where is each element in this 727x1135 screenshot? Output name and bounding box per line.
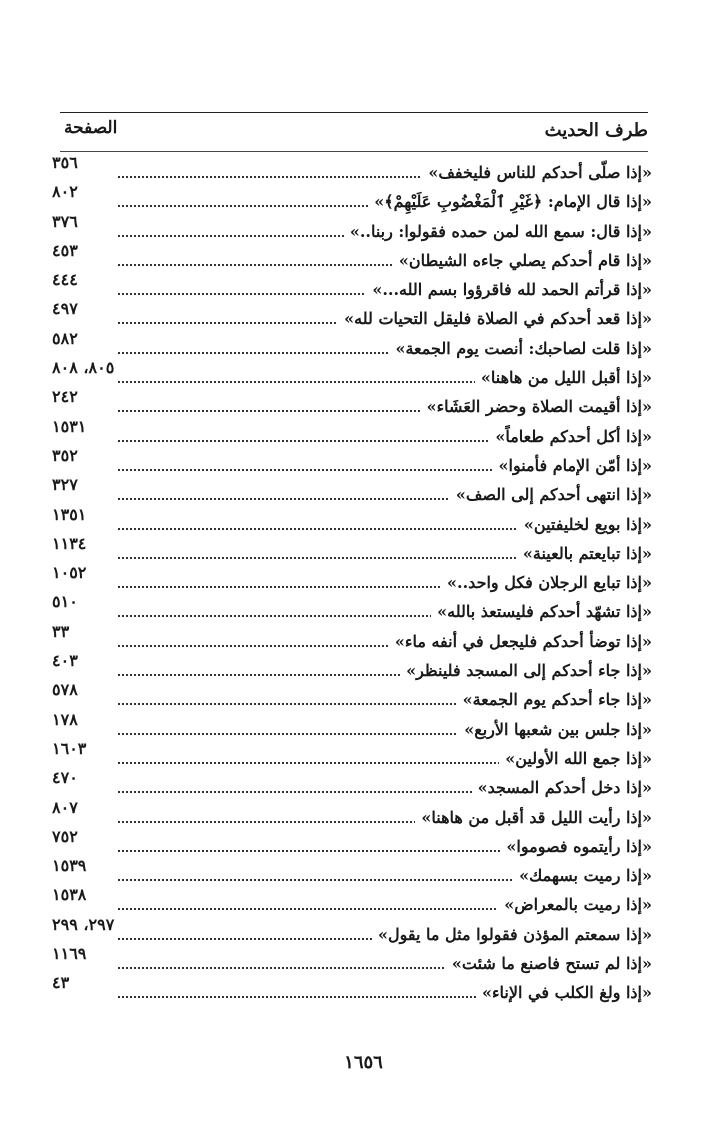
table-row bbox=[52, 563, 652, 599]
header-divider bbox=[60, 151, 648, 152]
page-number: ١٦٥٦ bbox=[344, 1052, 383, 1073]
hadith-index-list bbox=[52, 153, 652, 1010]
page-reference: ٤٧٠ bbox=[52, 768, 78, 788]
table-row bbox=[52, 797, 652, 834]
page-reference: ٥١٠ bbox=[52, 592, 78, 612]
hadith-text: «إذا ولغ الكلب في الإناء» bbox=[476, 982, 652, 1004]
page-reference: ٨٠٢ bbox=[52, 182, 78, 202]
page-reference: ٤٤٤ bbox=[52, 270, 78, 290]
hadith-text: «إذا جاء أحدكم يوم الجمعة» bbox=[457, 689, 652, 711]
table-row bbox=[52, 885, 652, 921]
table-row bbox=[52, 270, 652, 306]
page-reference: ١٠٥٢ bbox=[52, 563, 87, 583]
page-reference: ٢٩٧، ٢٩٩ bbox=[52, 914, 115, 934]
table-row bbox=[52, 914, 652, 951]
hadith-text: «إذا صلّى أحدكم للناس فليخفف» bbox=[422, 162, 652, 184]
page-reference: ٣٥٢ bbox=[52, 445, 78, 465]
table-row bbox=[52, 944, 652, 980]
hadith-text: «إذا لم تستح فاصنع ما شئت» bbox=[446, 953, 652, 975]
page-reference: ٤٩٧ bbox=[52, 299, 78, 319]
page-reference: ١١٦٩ bbox=[52, 944, 87, 964]
hadith-text: «إذا رميت بالمعراض» bbox=[498, 894, 652, 916]
page-reference: ١٦٠٣ bbox=[52, 738, 87, 758]
page-reference: ٤٥٣ bbox=[52, 240, 78, 260]
table-row bbox=[52, 826, 652, 863]
hadith-text: «إذا جاء أحدكم إلى المسجد فلينظر» bbox=[400, 660, 652, 682]
hadith-text: «إذا جلس بين شعبها الأربع» bbox=[458, 719, 652, 741]
hadith-text: «إذا قرأتم الحمد لله فاقرؤوا بسم الله...» bbox=[366, 279, 652, 301]
hadith-text: «إذا جمع الله الأولين» bbox=[499, 748, 652, 770]
table-row bbox=[52, 358, 652, 394]
hadith-text: «إذا أمّن الإمام فأمنوا» bbox=[493, 455, 652, 477]
page-reference: ٤٠٣ bbox=[52, 651, 78, 671]
table-row bbox=[52, 240, 652, 277]
page-reference: ١٣٥١ bbox=[52, 504, 87, 524]
table-row bbox=[52, 592, 652, 628]
table-row bbox=[52, 299, 652, 335]
hadith-text: «إذا انتهى أحدكم إلى الصف» bbox=[450, 484, 652, 506]
table-row bbox=[52, 533, 652, 570]
page-reference: ٣٢٧ bbox=[52, 475, 78, 495]
hadith-text: «إذا قال: سمع الله لمن حمده فقولوا: ربنا..» bbox=[344, 221, 652, 243]
page-reference: ٨٠٧ bbox=[52, 797, 78, 817]
page-reference: ٧٥٢ bbox=[52, 826, 78, 846]
hadith-text: «إذا قال الإمام: ﴿غَيْرِ ٱلْمَغْضُوبِ عَلَيْهِمْ﴾» bbox=[368, 191, 652, 213]
page-reference: ٣٧٦ bbox=[52, 211, 78, 231]
page-reference: ٥٧٨ bbox=[52, 680, 78, 700]
page-reference: ٢٤٢ bbox=[52, 387, 78, 407]
hadith-text: «إذا أكل أحدكم طعاماً» bbox=[489, 426, 652, 448]
table-row bbox=[52, 621, 652, 658]
hadith-text: «إذا رميت بسهمك» bbox=[513, 865, 652, 887]
hadith-text: «إذا توضأ أحدكم فليجعل في أنفه ماء» bbox=[389, 631, 652, 653]
table-row bbox=[52, 445, 652, 482]
page-reference: ٨٠٥، ٨٠٨ bbox=[52, 358, 115, 378]
page-reference: ١٥٣٨ bbox=[52, 885, 87, 905]
page-reference: ١١٣٤ bbox=[52, 533, 87, 553]
table-row bbox=[52, 680, 652, 716]
page-reference: ٥٨٢ bbox=[52, 328, 78, 348]
table-row bbox=[52, 475, 652, 511]
table-row bbox=[52, 416, 652, 453]
page-reference: ١٥٣٩ bbox=[52, 856, 87, 876]
table-row bbox=[52, 211, 652, 248]
page-reference: ٣٥٦ bbox=[52, 153, 78, 172]
hadith-text: «إذا بويع لخليفتين» bbox=[518, 514, 652, 536]
table-row bbox=[52, 856, 652, 892]
column-header-page: الصفحة bbox=[64, 118, 118, 138]
table-row bbox=[52, 651, 652, 687]
hadith-text: «إذا دخل أحدكم المسجد» bbox=[472, 777, 652, 799]
hadith-text: «إذا أقبل الليل من هاهنا» bbox=[475, 367, 652, 389]
hadith-text: «إذا تبايعتم بالعينة» bbox=[517, 543, 652, 565]
column-header-hadith: طرف الحديث bbox=[544, 120, 648, 141]
hadith-text: «إذا تشهّد أحدكم فليستعذ بالله» bbox=[431, 601, 652, 623]
hadith-text: «إذا سمعتم المؤذن فقولوا مثل ما يقول» bbox=[372, 924, 652, 946]
table-row bbox=[52, 153, 652, 189]
table-header bbox=[60, 116, 648, 150]
table-row bbox=[52, 738, 652, 775]
table-row bbox=[52, 709, 652, 746]
hadith-text: «إذا قلت لصاحبك: أنصت يوم الجمعة» bbox=[389, 338, 652, 360]
table-row bbox=[52, 387, 652, 423]
table-row bbox=[52, 768, 652, 804]
page-reference: ٣٣ bbox=[52, 621, 70, 641]
table-row bbox=[52, 973, 652, 1009]
page-reference: ١٧٨ bbox=[52, 709, 78, 729]
hadith-text: «إذا تبايع الرجلان فكل واحد..» bbox=[441, 572, 652, 594]
page-reference: ١٥٣١ bbox=[52, 416, 87, 436]
hadith-text: «إذا قعد أحدكم في الصلاة فليقل التحيات لله» bbox=[338, 308, 652, 330]
table-row bbox=[52, 504, 652, 541]
table-row bbox=[52, 182, 652, 218]
page-reference: ٤٣ bbox=[52, 973, 70, 993]
top-rule bbox=[60, 112, 648, 113]
hadith-text: «إذا رأيت الليل قد أقبل من هاهنا» bbox=[415, 807, 652, 829]
table-row bbox=[52, 328, 652, 365]
hadith-text: «إذا قام أحدكم يصلي جاءه الشيطان» bbox=[393, 250, 652, 272]
hadith-text: «إذا أقيمت الصلاة وحضر العَشَاء» bbox=[421, 396, 652, 418]
hadith-text: «إذا رأيتموه فصوموا» bbox=[500, 836, 652, 858]
